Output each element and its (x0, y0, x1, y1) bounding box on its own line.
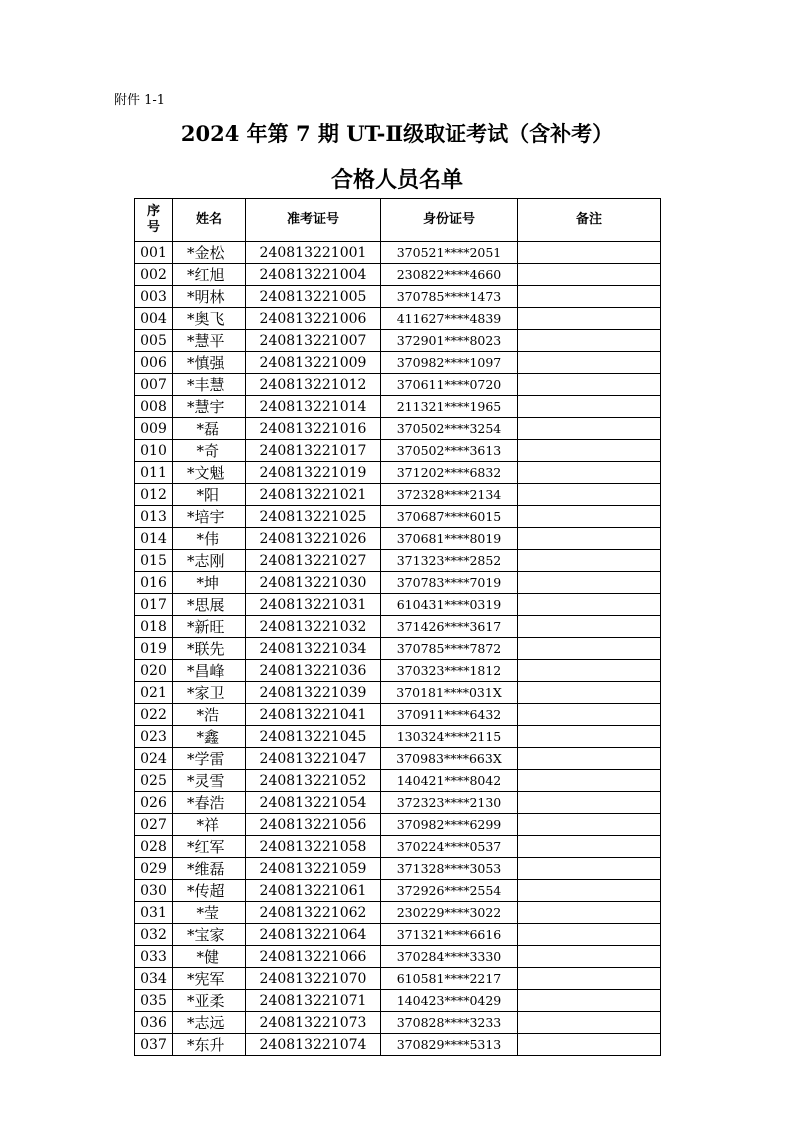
cell-id-no: 140423****0429 (381, 990, 518, 1012)
cell-exam-no: 240813221045 (246, 726, 381, 748)
cell-id-no: 230229****3022 (381, 902, 518, 924)
table-row (135, 704, 661, 726)
cell-seq: 004 (135, 308, 173, 330)
cell-seq: 016 (135, 572, 173, 594)
table-row (135, 572, 661, 594)
table-row (135, 330, 661, 352)
cell-name: *健 (173, 946, 246, 968)
cell-name: *传超 (173, 880, 246, 902)
cell-name: *丰慧 (173, 374, 246, 396)
cell-seq: 019 (135, 638, 173, 660)
table-row (135, 990, 661, 1012)
cell-remark (518, 836, 661, 858)
table-row (135, 396, 661, 418)
cell-exam-no: 240813221027 (246, 550, 381, 572)
cell-remark (518, 902, 661, 924)
cell-seq: 008 (135, 396, 173, 418)
cell-name: *东升 (173, 1034, 246, 1056)
cell-name: *浩 (173, 704, 246, 726)
cell-name: *灵雪 (173, 770, 246, 792)
cell-id-no: 372926****2554 (381, 880, 518, 902)
cell-name: *志远 (173, 1012, 246, 1034)
cell-name: *奥飞 (173, 308, 246, 330)
cell-remark (518, 770, 661, 792)
table-row (135, 506, 661, 528)
cell-name: *伟 (173, 528, 246, 550)
table-row (135, 308, 661, 330)
header-remark: 备注 (518, 199, 661, 242)
cell-id-no: 370983****663X (381, 748, 518, 770)
cell-remark (518, 308, 661, 330)
cell-exam-no: 240813221032 (246, 616, 381, 638)
cell-seq: 025 (135, 770, 173, 792)
cell-exam-no: 240813221034 (246, 638, 381, 660)
table-row (135, 550, 661, 572)
cell-exam-no: 240813221070 (246, 968, 381, 990)
cell-id-no: 370783****7019 (381, 572, 518, 594)
cell-id-no: 370785****1473 (381, 286, 518, 308)
cell-name: *奇 (173, 440, 246, 462)
cell-remark (518, 286, 661, 308)
cell-exam-no: 240813221009 (246, 352, 381, 374)
cell-remark (518, 682, 661, 704)
cell-exam-no: 240813221021 (246, 484, 381, 506)
cell-id-no: 610581****2217 (381, 968, 518, 990)
cell-seq: 032 (135, 924, 173, 946)
cell-seq: 033 (135, 946, 173, 968)
table-row (135, 968, 661, 990)
cell-remark (518, 550, 661, 572)
cell-name: *志刚 (173, 550, 246, 572)
cell-remark (518, 858, 661, 880)
cell-exam-no: 240813221066 (246, 946, 381, 968)
cell-name: *春浩 (173, 792, 246, 814)
cell-exam-no: 240813221026 (246, 528, 381, 550)
table-row (135, 264, 661, 286)
cell-name: *维磊 (173, 858, 246, 880)
cell-exam-no: 240813221054 (246, 792, 381, 814)
attachment-label: 附件 1-1 (114, 93, 166, 108)
cell-id-no: 370828****3233 (381, 1012, 518, 1034)
table-row (135, 1012, 661, 1034)
cell-exam-no: 240813221062 (246, 902, 381, 924)
cell-seq: 030 (135, 880, 173, 902)
cell-remark (518, 1034, 661, 1056)
cell-seq: 028 (135, 836, 173, 858)
table-row (135, 726, 661, 748)
table-row (135, 814, 661, 836)
cell-exam-no: 240813221017 (246, 440, 381, 462)
document-subtitle: 合格人员名单 (330, 167, 463, 193)
cell-seq: 003 (135, 286, 173, 308)
cell-name: *亚柔 (173, 990, 246, 1012)
cell-seq: 036 (135, 1012, 173, 1034)
cell-seq: 002 (135, 264, 173, 286)
cell-remark (518, 792, 661, 814)
cell-name: *金松 (173, 242, 246, 264)
table-header-row (135, 199, 661, 242)
cell-exam-no: 240813221047 (246, 748, 381, 770)
header-seq (135, 199, 173, 242)
table-row (135, 748, 661, 770)
cell-id-no: 372901****8023 (381, 330, 518, 352)
cell-seq: 024 (135, 748, 173, 770)
cell-name: *家卫 (173, 682, 246, 704)
cell-exam-no: 240813221061 (246, 880, 381, 902)
cell-id-no: 370323****1812 (381, 660, 518, 682)
table-row (135, 374, 661, 396)
cell-exam-no: 240813221019 (246, 462, 381, 484)
cell-exam-no: 240813221052 (246, 770, 381, 792)
cell-remark (518, 638, 661, 660)
cell-id-no: 370911****6432 (381, 704, 518, 726)
cell-id-no: 370502****3254 (381, 418, 518, 440)
table-row (135, 286, 661, 308)
header-seq-line1: 序 (146, 204, 160, 219)
cell-seq: 011 (135, 462, 173, 484)
cell-seq: 012 (135, 484, 173, 506)
cell-id-no: 370502****3613 (381, 440, 518, 462)
cell-exam-no: 240813221025 (246, 506, 381, 528)
cell-id-no: 411627****4839 (381, 308, 518, 330)
cell-id-no: 371321****6616 (381, 924, 518, 946)
cell-id-no: 372328****2134 (381, 484, 518, 506)
cell-id-no: 140421****8042 (381, 770, 518, 792)
table-row (135, 462, 661, 484)
cell-seq: 037 (135, 1034, 173, 1056)
cell-remark (518, 704, 661, 726)
cell-name: *思展 (173, 594, 246, 616)
table-row (135, 880, 661, 902)
cell-remark (518, 660, 661, 682)
cell-name: *慎强 (173, 352, 246, 374)
cell-exam-no: 240813221039 (246, 682, 381, 704)
cell-name: *红旭 (173, 264, 246, 286)
cell-name: *红军 (173, 836, 246, 858)
cell-remark (518, 1012, 661, 1034)
cell-remark (518, 242, 661, 264)
cell-remark (518, 462, 661, 484)
cell-remark (518, 968, 661, 990)
cell-id-no: 370687****6015 (381, 506, 518, 528)
cell-seq: 005 (135, 330, 173, 352)
cell-name: *坤 (173, 572, 246, 594)
cell-seq: 014 (135, 528, 173, 550)
table-row (135, 792, 661, 814)
cell-id-no: 372323****2130 (381, 792, 518, 814)
table-row (135, 418, 661, 440)
cell-exam-no: 240813221036 (246, 660, 381, 682)
cell-name: *慧宇 (173, 396, 246, 418)
cell-id-no: 370982****6299 (381, 814, 518, 836)
cell-remark (518, 616, 661, 638)
cell-remark (518, 528, 661, 550)
cell-id-no: 371323****2852 (381, 550, 518, 572)
cell-name: *明林 (173, 286, 246, 308)
cell-seq: 013 (135, 506, 173, 528)
table-row (135, 528, 661, 550)
cell-exam-no: 240813221064 (246, 924, 381, 946)
table-row (135, 770, 661, 792)
cell-seq: 026 (135, 792, 173, 814)
cell-id-no: 370611****0720 (381, 374, 518, 396)
table-row (135, 858, 661, 880)
table-row (135, 484, 661, 506)
cell-name: *磊 (173, 418, 246, 440)
cell-name: *学雷 (173, 748, 246, 770)
cell-id-no: 370284****3330 (381, 946, 518, 968)
cell-seq: 018 (135, 616, 173, 638)
cell-name: *慧平 (173, 330, 246, 352)
cell-name: *莹 (173, 902, 246, 924)
cell-remark (518, 880, 661, 902)
header-seq-line2: 号 (146, 220, 160, 235)
cell-id-no: 370982****1097 (381, 352, 518, 374)
cell-name: *宝家 (173, 924, 246, 946)
cell-seq: 031 (135, 902, 173, 924)
table-body (135, 242, 661, 1056)
cell-name: *新旺 (173, 616, 246, 638)
cell-remark (518, 594, 661, 616)
cell-seq: 010 (135, 440, 173, 462)
cell-seq: 017 (135, 594, 173, 616)
cell-remark (518, 330, 661, 352)
qualified-personnel-table (134, 198, 661, 1056)
cell-name: *阳 (173, 484, 246, 506)
cell-id-no: 370224****0537 (381, 836, 518, 858)
cell-seq: 001 (135, 242, 173, 264)
cell-id-no: 370681****8019 (381, 528, 518, 550)
cell-id-no: 371328****3053 (381, 858, 518, 880)
cell-exam-no: 240813221073 (246, 1012, 381, 1034)
cell-name: *祥 (173, 814, 246, 836)
cell-remark (518, 924, 661, 946)
cell-exam-no: 240813221007 (246, 330, 381, 352)
cell-remark (518, 352, 661, 374)
table-row (135, 924, 661, 946)
cell-exam-no: 240813221059 (246, 858, 381, 880)
cell-seq: 027 (135, 814, 173, 836)
cell-name: *文魁 (173, 462, 246, 484)
cell-id-no: 370521****2051 (381, 242, 518, 264)
cell-exam-no: 240813221012 (246, 374, 381, 396)
cell-exam-no: 240813221031 (246, 594, 381, 616)
cell-remark (518, 506, 661, 528)
cell-remark (518, 814, 661, 836)
cell-remark (518, 726, 661, 748)
cell-exam-no: 240813221030 (246, 572, 381, 594)
cell-remark (518, 418, 661, 440)
table-row (135, 682, 661, 704)
table-row (135, 836, 661, 858)
cell-remark (518, 396, 661, 418)
table-row (135, 660, 661, 682)
cell-id-no: 370181****031X (381, 682, 518, 704)
cell-seq: 006 (135, 352, 173, 374)
cell-id-no: 130324****2115 (381, 726, 518, 748)
table-row (135, 902, 661, 924)
cell-exam-no: 240813221004 (246, 264, 381, 286)
cell-id-no: 211321****1965 (381, 396, 518, 418)
cell-seq: 021 (135, 682, 173, 704)
cell-exam-no: 240813221056 (246, 814, 381, 836)
cell-name: *培宇 (173, 506, 246, 528)
cell-remark (518, 440, 661, 462)
cell-seq: 035 (135, 990, 173, 1012)
cell-id-no: 610431****0319 (381, 594, 518, 616)
cell-name: *鑫 (173, 726, 246, 748)
cell-seq: 009 (135, 418, 173, 440)
cell-id-no: 371202****6832 (381, 462, 518, 484)
cell-seq: 020 (135, 660, 173, 682)
cell-id-no: 230822****4660 (381, 264, 518, 286)
cell-remark (518, 264, 661, 286)
header-name: 姓名 (173, 199, 246, 242)
cell-seq: 034 (135, 968, 173, 990)
cell-remark (518, 572, 661, 594)
cell-exam-no: 240813221074 (246, 1034, 381, 1056)
cell-id-no: 370785****7872 (381, 638, 518, 660)
cell-exam-no: 240813221058 (246, 836, 381, 858)
cell-exam-no: 240813221041 (246, 704, 381, 726)
cell-seq: 029 (135, 858, 173, 880)
cell-remark (518, 990, 661, 1012)
table-row (135, 242, 661, 264)
cell-remark (518, 484, 661, 506)
table-row (135, 352, 661, 374)
cell-name: *宪军 (173, 968, 246, 990)
table-row (135, 946, 661, 968)
cell-name: *昌峰 (173, 660, 246, 682)
cell-exam-no: 240813221006 (246, 308, 381, 330)
cell-exam-no: 240813221001 (246, 242, 381, 264)
cell-remark (518, 374, 661, 396)
cell-exam-no: 240813221014 (246, 396, 381, 418)
cell-name: *联先 (173, 638, 246, 660)
cell-seq: 022 (135, 704, 173, 726)
header-exam-no: 准考证号 (246, 199, 381, 242)
cell-remark (518, 946, 661, 968)
cell-seq: 015 (135, 550, 173, 572)
cell-seq: 023 (135, 726, 173, 748)
table-row (135, 638, 661, 660)
cell-seq: 007 (135, 374, 173, 396)
table-row (135, 440, 661, 462)
table-row (135, 594, 661, 616)
cell-exam-no: 240813221071 (246, 990, 381, 1012)
header-id-no: 身份证号 (381, 199, 518, 242)
cell-id-no: 371426****3617 (381, 616, 518, 638)
cell-id-no: 370829****5313 (381, 1034, 518, 1056)
cell-remark (518, 748, 661, 770)
document-title: 2024 年第 7 期 UT-Ⅱ级取证考试（含补考） (180, 121, 614, 146)
cell-exam-no: 240813221016 (246, 418, 381, 440)
table-row (135, 616, 661, 638)
table-row (135, 1034, 661, 1056)
cell-exam-no: 240813221005 (246, 286, 381, 308)
